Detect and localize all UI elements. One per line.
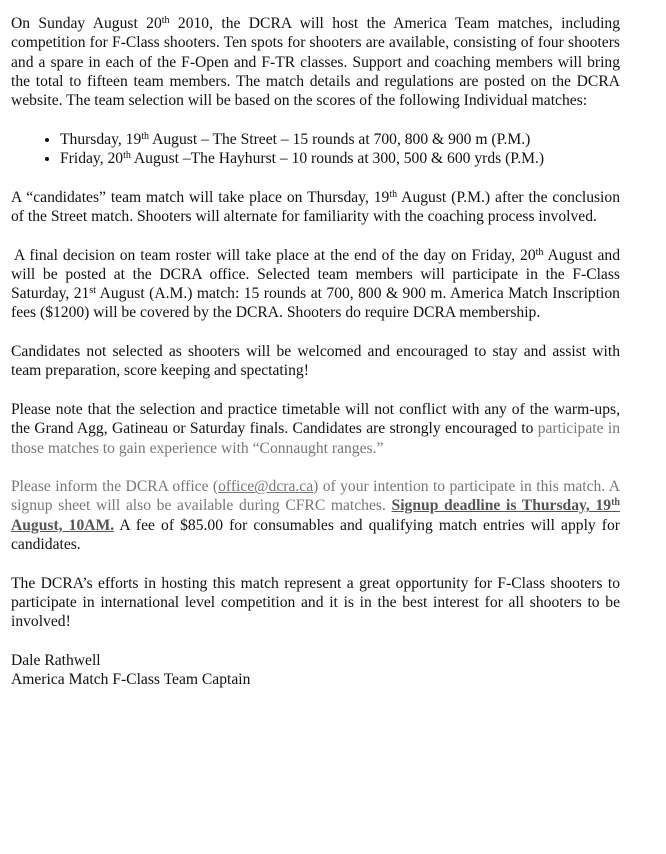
signup-paragraph: [11, 477, 620, 554]
list-item-text: Thursday, 19: [60, 130, 142, 148]
paragraph-text: A final decision on team roster will take place at the end of the day on Friday, 20: [14, 246, 536, 264]
deadline-text: August, 10AM.: [11, 516, 115, 534]
timetable-paragraph: [11, 400, 620, 458]
ordinal-suffix: th: [161, 15, 170, 26]
paragraph-text: Please note that the selection and practice timetable will not conflict with any of the warm-ups, the Grand Agg, Gatineau or Saturday finals. Candidates are strongly encouraged to: [11, 400, 620, 438]
paragraph-text: A “candidates” team match will take place on Thursday, 19: [11, 188, 390, 206]
ordinal-suffix: st: [89, 285, 97, 297]
ordinal-suffix: th: [141, 130, 150, 142]
ordinal-suffix: th: [611, 497, 620, 509]
paragraph-text: August (P.M.) after the conclusion of the Street match. Shooters will alternate for familiarity with the coaching process involved.: [11, 188, 620, 225]
volunteer-paragraph: Candidates not selected as shooters will be welcomed and encouraged to stay and assist with team preparation, score keeping and spectating!: [11, 343, 620, 380]
paragraph-text: August and will be posted at the DCRA office. Selected team members will participate in the F-Class Saturday, 21: [11, 246, 620, 303]
closing-paragraph: The DCRA’s efforts in hosting this match represent a great opportunity for F-Class shooters to participate in international level competition and it is in the best interest for all shooters to be involved!: [11, 574, 620, 631]
paragraph-text-faded: participate in those matches to gain experience with “Connaught ranges.”: [11, 420, 620, 457]
signature-title: America Match F-Class Team Captain: [11, 671, 251, 689]
paragraph-text-faded: Please inform the DCRA office (: [11, 478, 219, 496]
list-item-text: August – The Street – 15 rounds at 700, 800 & 900 m (P.M.): [149, 130, 531, 148]
list-item-text: Friday, 20: [60, 150, 124, 168]
intro-text-2: 2010, the DCRA will host the America Team matches, including competition for F-Class shooters. Ten spots for shooters are available, consisting of four shooters and a spare in each of the F-Open and F-TR classes. Support and coaching members will bring the total to fifteen team members. The match details and regulations are posted on the DCRA website. The team selection will be based on the scores of the following Individual matches:: [11, 15, 620, 110]
ordinal-suffix: th: [535, 246, 544, 258]
list-item-hayhurst-match: [60, 149, 620, 168]
email-link[interactable]: office@dcra.ca: [218, 478, 314, 496]
paragraph-text: A fee of $85.00 for consumables and qualifying match entries will apply for candidates.: [11, 516, 620, 554]
ordinal-suffix: th: [123, 150, 131, 162]
deadline-text: Signup deadline is Thursday, 19: [391, 497, 612, 515]
list-item-text: August –The Hayhurst – 10 rounds at 300, 500 & 600 yrds (P.M.): [130, 150, 545, 168]
signature-name: Dale Rathwell: [11, 651, 101, 669]
intro-text-1: On Sunday August 20: [11, 15, 162, 32]
candidates-paragraph: [11, 188, 620, 227]
match-list: [11, 130, 620, 169]
intro-paragraph: [11, 14, 620, 110]
paragraph-text: August (A.M.) match: 15 rounds at 700, 800 & 900 m. America Match Inscription fees ($1200) will be covered by the DCRA. Shooters do require DCRA membership.: [11, 285, 620, 322]
paragraph-text-faded: ) of your intention to participate in this match. A signup sheet will also be available during CFRC matches.: [11, 478, 620, 515]
roster-paragraph: [11, 246, 620, 323]
ordinal-suffix: th: [389, 188, 398, 200]
list-item-street-match: [60, 130, 620, 149]
